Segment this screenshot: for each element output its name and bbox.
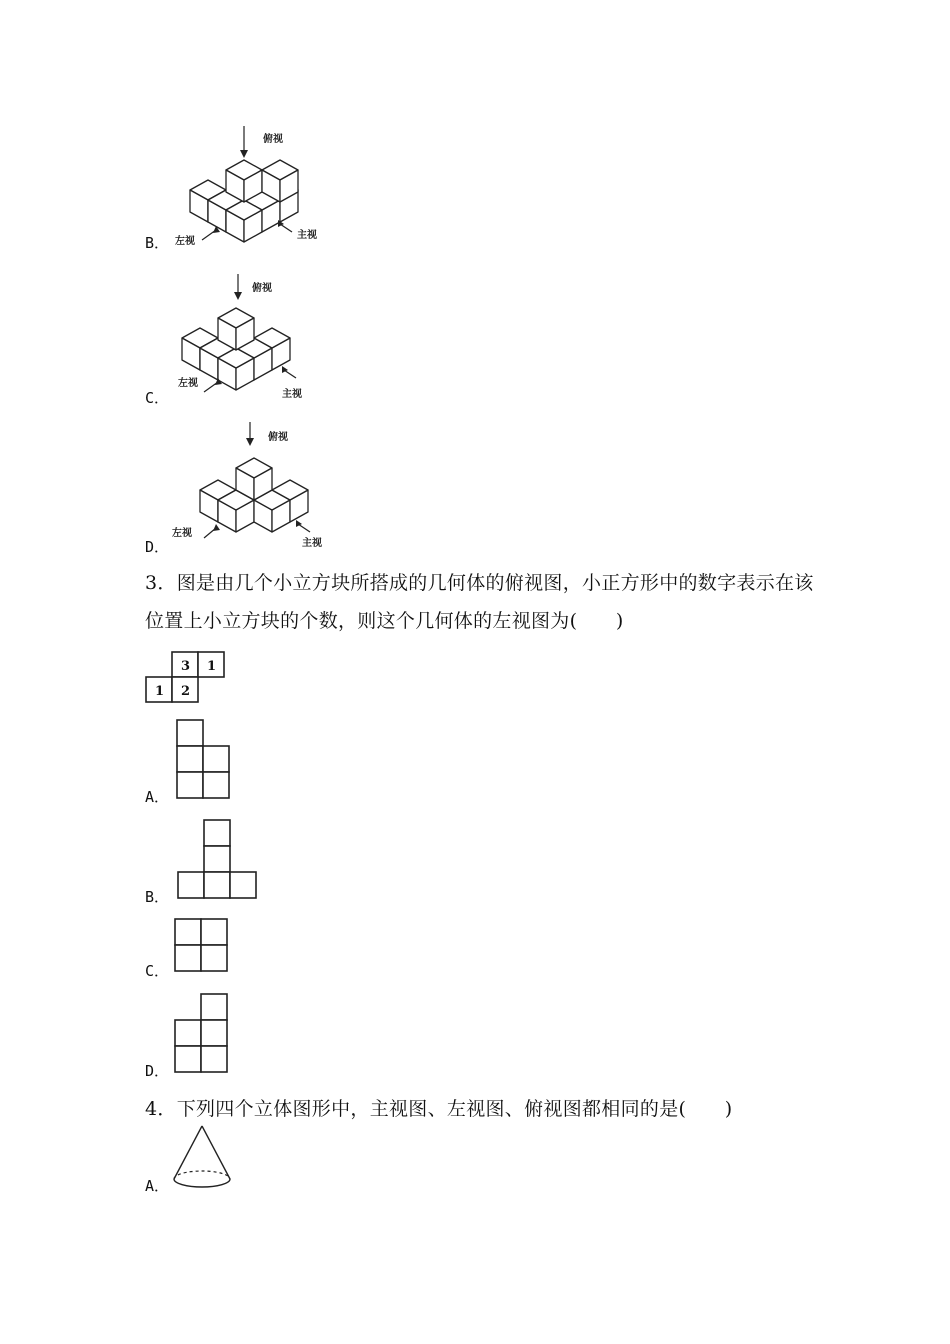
- cube-stack: [182, 308, 290, 390]
- q3-option-d-label: D．: [145, 1062, 170, 1080]
- grid-number: 3: [181, 659, 191, 674]
- view-label-left: 左视: [175, 236, 195, 247]
- q3-option-c-figure: [174, 917, 234, 973]
- q3-text-line1: 3．图是由几个小立方块所搭成的几何体的俯视图，小正方形中的数字表示在该: [145, 572, 814, 594]
- view-label-top: 俯视: [252, 283, 272, 294]
- option-c-label: C．: [145, 389, 170, 407]
- grid-number: 1: [207, 659, 217, 674]
- q3-option-b-label: B．: [145, 888, 170, 906]
- view-label-front: 主视: [282, 389, 302, 400]
- view-label-top: 俯视: [268, 432, 288, 443]
- q3-option-c-label: C．: [145, 962, 170, 980]
- view-label-front: 主视: [302, 538, 322, 549]
- q4-text: 4．下列四个立体图形中，主视图、左视图、俯视图都相同的是( ): [145, 1098, 733, 1120]
- q3-option-a-label: A．: [145, 788, 170, 806]
- q3-text-line2: 位置上小立方块的个数，则这个几何体的左视图为( ): [145, 610, 624, 632]
- cube-stack: [190, 160, 298, 242]
- view-label-front: 主视: [297, 230, 317, 241]
- q3-top-view-grid: [146, 650, 236, 706]
- q4-option-a-cone-figure: [170, 1124, 234, 1194]
- option-b-cube-figure: [170, 120, 330, 250]
- grid-number: 1: [155, 684, 165, 699]
- grid-number: 2: [181, 684, 191, 699]
- view-label-left: 左视: [172, 528, 192, 539]
- q4-option-a-label: A．: [145, 1177, 170, 1195]
- option-b-label: B．: [145, 234, 170, 252]
- view-label-top: 俯视: [263, 134, 283, 145]
- option-d-label: D．: [145, 538, 170, 556]
- view-label-left: 左视: [178, 378, 198, 389]
- cube-stack: [200, 458, 308, 532]
- option-c-cube-figure: [170, 270, 330, 400]
- q3-option-d-figure: [174, 992, 234, 1074]
- q3-option-b-figure: [177, 818, 261, 900]
- q3-option-a-figure: [176, 718, 236, 800]
- option-d-cube-figure: [168, 420, 338, 550]
